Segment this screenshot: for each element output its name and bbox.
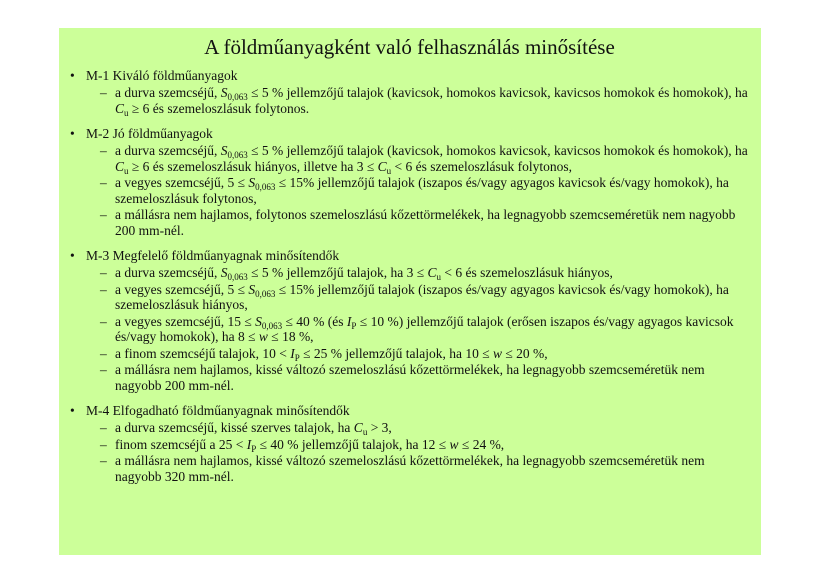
symbol: C [353, 420, 363, 435]
list-item [68, 143, 751, 174]
section-4 [68, 403, 751, 484]
section-3 [68, 248, 751, 393]
list-item-text [115, 282, 729, 313]
dash-icon: – [100, 313, 107, 329]
list-item-text [115, 314, 733, 345]
symbol: S [248, 281, 256, 297]
symbol: I [290, 345, 295, 361]
list-item-text [115, 143, 748, 174]
text-run: ≤ 5 % jellemzőjű talajok (kavicsok, homokos kavicsok, kavicsos homokok és homokok), ha [247, 85, 748, 100]
list-item [68, 85, 751, 116]
list-item [68, 282, 751, 313]
subscript: u [362, 427, 368, 437]
dash-icon: – [100, 453, 107, 468]
dash-icon: – [100, 175, 107, 190]
list-item-text [115, 346, 548, 361]
symbol: C [427, 265, 437, 280]
dash-icon: – [100, 207, 107, 222]
subscript: u [124, 107, 129, 118]
list-item-text [115, 453, 705, 484]
subscript: P [294, 352, 300, 363]
symbol: C [115, 158, 125, 174]
symbol: w [449, 436, 459, 452]
list-item-text [115, 420, 392, 435]
dash-icon: – [100, 362, 107, 377]
section-heading [68, 126, 751, 142]
symbol: C [377, 158, 387, 174]
bullet-icon: • [70, 68, 75, 83]
list-item [68, 437, 751, 453]
list-item [68, 265, 751, 281]
dash-icon: – [100, 420, 107, 435]
text-run: a vegyes szemcséjű, 5 ≤ [115, 281, 249, 297]
section-heading [68, 403, 751, 419]
symbol: C [115, 100, 125, 116]
text-run: a mállásra nem hajlamos, kissé változó szemeloszlású kőzettörmelékek, ha legnagyobb szemcseméretük nem nagyobb 200 mm-nél. [115, 362, 705, 393]
text-run: ≤ 15% jellemzőjű talajok (iszapos és/vagy agyagos kavicsok és/vagy homokok), ha szemeloszlásuk hiányos, [115, 281, 729, 312]
text-run: a durva szemcséjű, [115, 265, 221, 280]
symbol: I [246, 436, 252, 452]
text-run: a durva szemcséjű, [115, 143, 221, 158]
section-2 [68, 126, 751, 238]
list-item [68, 362, 751, 393]
section-heading [68, 248, 751, 264]
slide [59, 28, 761, 555]
subscript: 0,063 [255, 288, 276, 299]
text-run: a mállásra nem hajlamos, kissé változó szemeloszlású kőzettörmelékek, ha legnagyobb szemcseméretük nem nagyobb 320 mm-nél. [115, 453, 705, 484]
bullet-icon: • [70, 126, 75, 141]
symbol: w [258, 329, 268, 344]
list-item [68, 207, 751, 238]
list-item [68, 314, 751, 345]
text-run: ≤ 15% jellemzőjű talajok (iszapos és/vagy agyagos kavicsok és/vagy homokok), ha szemeloszlásuk folytonos, [115, 175, 729, 206]
list-item-text [115, 175, 729, 206]
subscript: P [351, 320, 357, 331]
symbol: S [255, 313, 262, 329]
text-run: a durva szemcséjű, [115, 85, 221, 100]
section-heading-text: M-4 Elfogadható földműanyagnak minősítendők [86, 403, 350, 418]
text-run: ≤ 24 %, [458, 436, 505, 452]
text-run: ≤ 18 %, [267, 329, 314, 344]
text-run: a finom szemcséjű talajok, 10 < [115, 345, 291, 361]
subscript: 0,063 [261, 320, 283, 331]
dash-icon: – [100, 281, 107, 297]
text-run: ≤ 5 % jellemzőjű talajok (kavicsok, homokos kavicsok, kavicsos homokok és homokok), ha [247, 143, 748, 158]
symbol: w [493, 345, 503, 361]
section-heading-text: M-1 Kiváló földműanyagok [86, 68, 238, 83]
symbol: S [220, 143, 228, 158]
list-item-text [115, 207, 735, 238]
subscript: u [436, 272, 442, 282]
text-run: ≥ 6 és szemeloszlásuk hiányos, illetve ha 3 ≤ [128, 158, 378, 174]
symbol: S [220, 85, 228, 100]
section-heading-text: M-3 Megfelelő földműanyagnak minősítendők [86, 248, 340, 263]
section-heading-text: M-2 Jó földműanyagok [86, 126, 213, 141]
text-run: a vegyes szemcséjű, 5 ≤ [115, 175, 249, 190]
dash-icon: – [100, 436, 107, 452]
text-run: < 6 és szemeloszlásuk folytonos, [391, 158, 573, 174]
list-item [68, 175, 751, 206]
text-run: a durva szemcséjű, kissé szerves talajok, ha [115, 420, 354, 435]
list-item-text [115, 437, 504, 452]
slide-title: A földműanyagként való felhasználás minősítése [204, 35, 615, 59]
symbol: S [220, 265, 228, 280]
dash-icon: – [100, 345, 107, 361]
list-item [68, 420, 751, 436]
text-run: a vegyes szemcséjű, 15 ≤ [115, 313, 256, 329]
section-heading [68, 68, 751, 84]
list-item-text [115, 362, 705, 393]
text-run: ≤ 10 %) jellemzőjű talajok (erősen iszapos és/vagy agyagos kavicsok és/vagy homokok), ha 8 ≤ [115, 313, 734, 344]
text-run: ≥ 6 és szemeloszlásuk folytonos. [128, 100, 310, 116]
subscript: u [124, 165, 129, 176]
slide-content [68, 68, 751, 484]
text-run: < 6 és szemeloszlásuk hiányos, [441, 265, 613, 280]
subscript: 0,063 [255, 182, 276, 192]
symbol: S [248, 175, 256, 190]
dash-icon: – [100, 265, 107, 280]
bullet-icon: • [70, 248, 75, 263]
text-run: a mállásra nem hajlamos, folytonos szemeloszlású kőzettörmelékek, ha legnagyobb szemcseméretük nem nagyobb 200 mm-nél. [115, 207, 736, 238]
text-run: > 3, [367, 420, 392, 435]
list-item-text [115, 265, 613, 280]
text-run: ≤ 25 % jellemzőjű talajok, ha 10 ≤ [299, 345, 493, 361]
dash-icon: – [100, 143, 107, 158]
subscript: P [251, 443, 257, 454]
list-item [68, 453, 751, 484]
subscript: 0,063 [227, 92, 248, 102]
list-item [68, 346, 751, 362]
text-run: finom szemcséjű a 25 < [115, 436, 247, 452]
text-run: ≤ 20 %, [502, 345, 548, 361]
subscript: 0,063 [227, 150, 248, 160]
text-run: ≤ 40 % jellemzőjű talajok, ha 12 ≤ [256, 436, 450, 452]
bullet-icon: • [70, 403, 75, 418]
subscript: u [386, 165, 392, 176]
section-1 [68, 68, 751, 116]
symbol: I [346, 313, 352, 329]
dash-icon: – [100, 85, 107, 100]
text-run: ≤ 5 % jellemzőjű talajok, ha 3 ≤ [247, 265, 428, 280]
subscript: 0,063 [227, 272, 248, 282]
text-run: ≤ 40 % (és [282, 313, 347, 329]
list-item-text [115, 85, 748, 116]
